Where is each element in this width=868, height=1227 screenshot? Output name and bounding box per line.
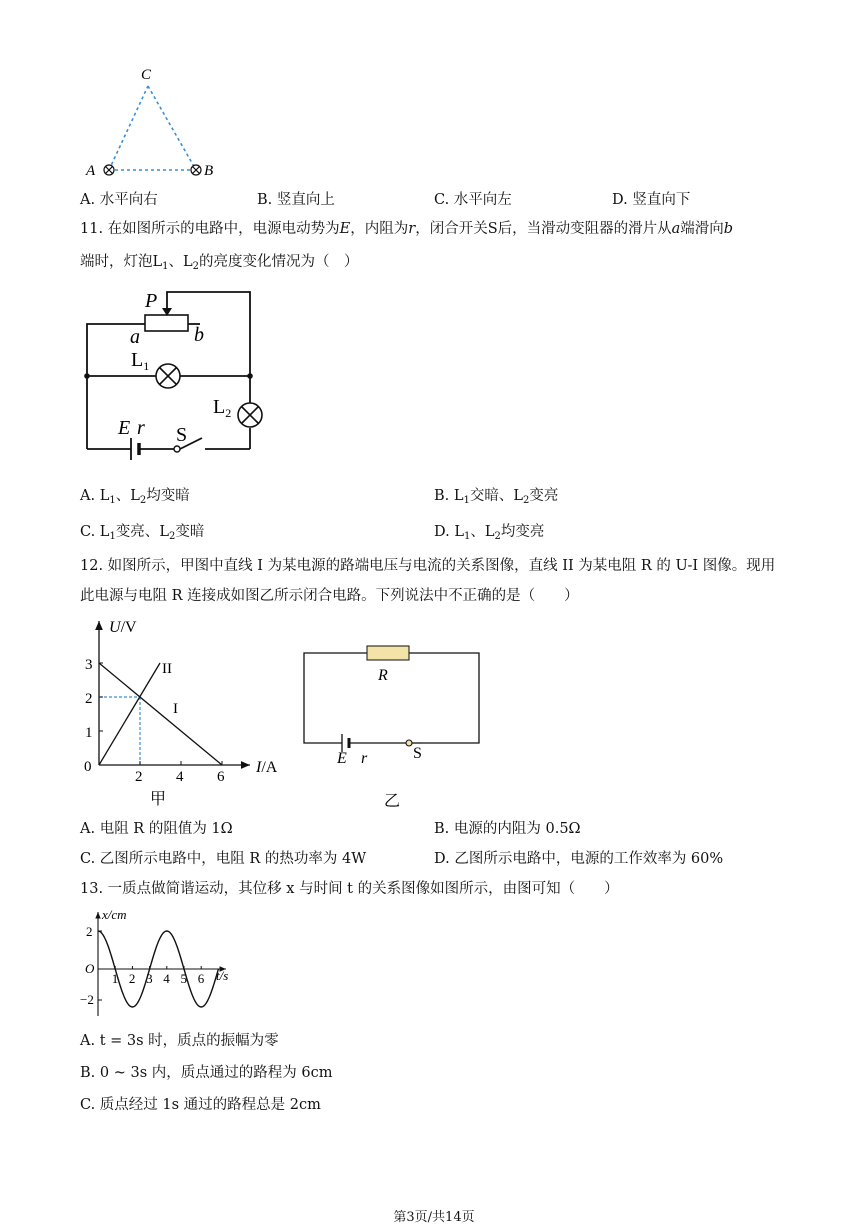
q13-option-a: A. t = 3s 时，质点的振幅为零 — [80, 1033, 279, 1049]
t-tick-label: 3 — [146, 971, 153, 986]
q11-stem-line2: 端时，灯泡$L_1$、$L_2$的亮度变化情况为（ ） — [80, 254, 359, 272]
q10-option-d: D. 竖直向下 — [612, 192, 691, 208]
y-tick-2: 2 — [85, 691, 93, 707]
fig-yi-caption: 乙 — [384, 793, 401, 810]
switch-s-label: S — [176, 424, 188, 446]
current-into-page-icon-a — [104, 165, 114, 175]
origin-label: 0 — [84, 759, 92, 775]
q11-circuit-figure — [75, 283, 275, 473]
t-tick-label: 4 — [163, 971, 170, 986]
q10-triangle-figure — [78, 60, 228, 185]
line-ii-label: II — [162, 661, 172, 677]
q13-xt-graph — [78, 908, 248, 1023]
q12-option-b: B. 电源的内阻为 0.5Ω — [434, 821, 581, 837]
rheostat — [145, 315, 188, 331]
battery-e-label: E — [118, 417, 131, 439]
q11-option-d: D. $L_1$、$L_2$均变亮 — [434, 524, 545, 542]
lamp-l2-icon — [238, 403, 262, 427]
x-axis-label: x/cm — [102, 908, 127, 922]
q11-option-b: B. $L_1$交暗、$L_2$变亮 — [434, 488, 559, 506]
y-tick-top: 2 — [86, 924, 93, 939]
switch-icon — [174, 446, 180, 452]
battery-icon — [131, 438, 139, 460]
q10-option-c: C. 水平向左 — [434, 192, 512, 208]
q11-option-a: A. $L_1$、$L_2$均变暗 — [80, 488, 190, 506]
x-tick-2: 2 — [135, 769, 143, 785]
y-tick-bottom: −2 — [80, 992, 94, 1007]
x-tick-6: 6 — [217, 769, 225, 785]
q12-option-d: D. 乙图所示电路中，电源的工作效率为 60% — [434, 851, 724, 867]
q12-option-c: C. 乙图所示电路中，电阻 R 的热功率为 4W — [80, 851, 367, 867]
battery-r-label: r — [137, 417, 145, 439]
lamp-l2-label: $L_2$ — [213, 396, 232, 420]
q12-circuit-figure — [296, 640, 491, 810]
line-ii — [99, 663, 160, 765]
switch-icon — [406, 740, 412, 746]
t-axis-label: t/s — [216, 968, 229, 983]
switch-s-label: S — [413, 745, 422, 762]
q10-option-a: A. 水平向右 — [80, 192, 158, 208]
t-tick-label: 6 — [197, 971, 205, 986]
q13-option-c: C. 质点经过 1s 通过的路程总是 2cm — [80, 1097, 321, 1113]
q11-option-c: C. $L_1$变亮、$L_2$变暗 — [80, 524, 205, 542]
resistor-r-label: R — [378, 667, 388, 684]
q12-stem-line2: 此电源与电阻 R 连接成如图乙所示闭合电路。下列说法中不正确的是（ ） — [80, 588, 579, 604]
lamp-l1-icon — [156, 364, 180, 388]
y-axis-label: U/V — [109, 619, 137, 636]
page-footer: 第3页/共14页 — [393, 1210, 475, 1225]
resistor-r — [367, 646, 409, 660]
y-tick-1: 1 — [85, 725, 93, 741]
q13-stem: 13. 一质点做简谐运动，其位移 x 与时间 t 的关系图像如图所示，由图可知（ ） — [80, 881, 619, 897]
slider-p-label: P — [145, 290, 158, 312]
lamp-l1-label: $L_1$ — [131, 349, 150, 373]
x-axis-label: I/A — [256, 759, 278, 776]
q12-stem-line1: 12. 如图所示，甲图中直线 I 为某电源的路端电压与电流的关系图像，直线 II 为某电阻 R 的 U-I 图像。现用 — [80, 558, 776, 574]
battery-e-label: E — [337, 750, 347, 767]
t-tick-label: 5 — [180, 971, 187, 986]
rheostat-b-label: b — [194, 324, 204, 346]
rheostat-a-label: a — [130, 326, 140, 348]
q13-option-b: B. 0 ~ 3s 内，质点通过的路程为 6cm — [80, 1065, 333, 1081]
x-tick-4: 4 — [176, 769, 184, 785]
y-tick-3: 3 — [85, 657, 93, 673]
line-i — [99, 663, 222, 765]
point-c-label: C — [141, 67, 152, 83]
current-into-page-icon-b — [191, 165, 201, 175]
q12-option-a: A. 电阻 R 的阻值为 1Ω — [80, 821, 233, 837]
q10-option-b: B. 竖直向上 — [257, 192, 335, 208]
battery-r-label: r — [361, 750, 368, 767]
q11-stem-line1: 11. 在如图所示的电路中，电源电动势为E，内阻为r，闭合开关S后，当滑动变阻器的滑片从a端滑向b — [80, 221, 734, 237]
point-a-label: A — [86, 163, 96, 179]
line-i-label: I — [173, 701, 178, 717]
q12-ui-graph — [78, 615, 288, 810]
fig-jia-caption: 甲 — [150, 791, 167, 808]
t-tick-label: 1 — [111, 971, 119, 986]
t-tick-label: 2 — [128, 971, 136, 986]
point-b-label: B — [204, 163, 214, 179]
origin-label: O — [85, 961, 95, 976]
